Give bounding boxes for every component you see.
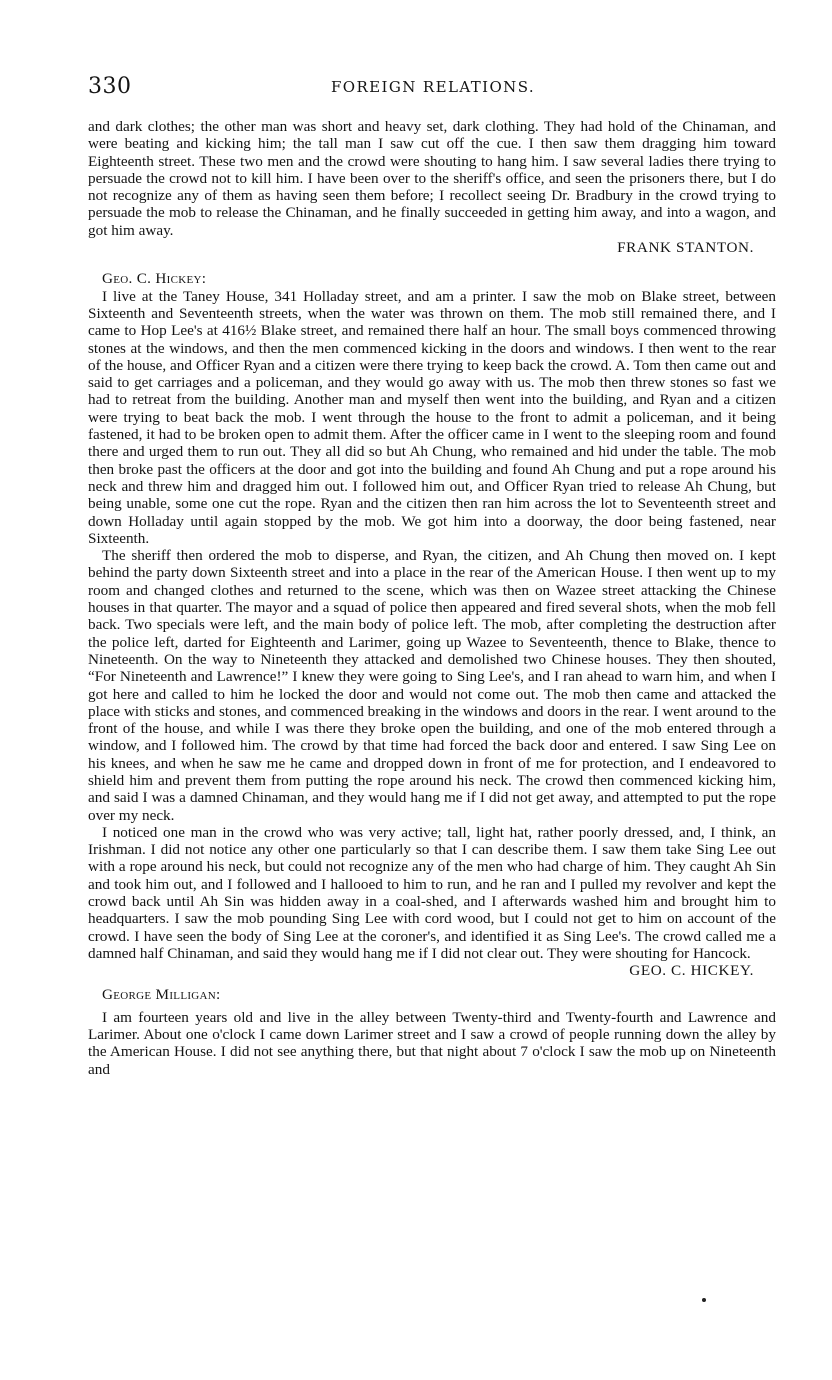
- running-head: FOREIGN RELATIONS.: [330, 78, 536, 96]
- hickey-testimony-paragraph: I live at the Taney House, 341 Holladay street, and am a printer. I saw the mob on Blake street, between Sixteenth and Seventeenth streets, when the water was thrown on them. The mob still remained there, and I came to Hop Lee's at 416½ Blake street, and remained there half an hour. The small boys commenced throwing stones at the windows, and then the men commenced kicking in the doors and windows. I then went to the rear of the house, and Officer Ryan and a citizen were there trying to keep back the crowd. A. Tom then came out and said to get carriages and a policeman, and they would go away with us. The mob then threw stones so fast we had to retreat from the building. Another man and myself then went into the building, and Ryan and a citizen were trying to beat back the mob. I went through the house to the front to admit a policeman, and it being fastened, it had to be broken open to admit them. After the officer came in I went to the sleeping room and found there and urged them to run out. They all did so but Ah Chung, who remained and hid under the table. The mob then broke past the officers at the door and got into the building and found Ah Chung and put a rope around his neck and threw him and dragged him out. I followed him out, and Officer Ryan tried to release Ah Chung, but being unable, some one cut the rope. Ryan and the citizen then ran him across the lot to Seventeenth street and down Holladay until again stopped by the mob. We got him into a doorway, the door being fastened, near Sixteenth.: [88, 287, 776, 547]
- hickey-speaker-heading: Geo. C. Hickey:: [102, 270, 207, 288]
- section-spacer: [88, 256, 776, 270]
- ink-speck: [702, 1298, 706, 1302]
- stanton-testimony-paragraph: and dark clothes; the other man was short and heavy set, dark clothing. They had hold of the Chinaman, and were beating and kicking him; the tall man I saw cut off the cue. I then saw them dragging him toward Eighteenth street. These two men and the crowd were shouting to hang him. I saw several ladies there trying to persuade the crowd not to kill him. I have been over to the sheriff's office, and seen the prisoners there, but I do not recognize any of them as having seen them before; I recollect seeing Dr. Bradbury in the crowd trying to persuade the mob to release the Chinaman, and he finally succeeded in getting him away, and into a wagon, and got him away.: [88, 118, 776, 239]
- page-number: 330: [88, 74, 132, 99]
- hickey-signature: GEO. C. HICKEY.: [629, 962, 754, 980]
- hickey-testimony-paragraph: The sheriff then ordered the mob to disperse, and Ryan, the citizen, and Ah Chung then moved on. I kept behind the party down Sixteenth street and into a place in the rear of the American House. I then went up to my room and changed clothes and returned to the scene, which was then on Wazee street attacking the Chinese houses in that quarter. The mayor and a squad of police then appeared and fired several shots, when the mob fell back. Two specials were left, and the main body of police left. The mob, after completing the destruction after the police left, darted for Eighteenth and Larimer, going up Wazee to Seventeenth, thence to Blake, thence to Nineteenth. On the way to Nineteenth they attacked and demolished two Chinese houses. They then shouted, “For Nineteenth and Lawrence!” I knew they were going to Sing Lee's, and I ran ahead to warn him, and when I got here and called to him he locked the door and would not come out. The mob then came and attacked the place with sticks and stones, and commenced breaking in the windows and doors in the rear. I went around to the front of the house, and while I was there they broke open the building, and one of the mob entered through a window, and I followed him. The crowd by that time had forced the back door and entered. I saw Sing Lee on his knees, and when he saw me he came and dropped down in front of me for protection, and I endeavored to shield him and prevent them from putting the rope around his neck. The crowd then commenced kicking him, and said I was a damned Chinaman, and they would hang me if I did not get away, and attempted to put the rope over my neck.: [88, 547, 776, 824]
- stanton-signature: FRANK STANTON.: [617, 239, 754, 257]
- milligan-testimony-paragraph: I am fourteen years old and live in the alley between Twenty-third and Twenty-fourth and Lawrence and Larimer. About one o'clock I came down Larimer street and I saw a crowd of people running down the alley by the American House. I did not see anything there, but that night about 7 o'clock I saw the mob up on Nineteenth and: [88, 1008, 776, 1078]
- body-text: [88, 118, 776, 1078]
- hickey-testimony-paragraph: I noticed one man in the crowd who was very active; tall, light hat, rather poorly dressed, and, I think, an Irishman. I did not notice any other one particularly so that I can describe them. I saw them take Sing Lee out with a rope around his neck, but could not recognize any of the men who had charge of him. They caught Ah Sin and took him out, and I followed and I hallooed to him to run, and he ran and I pulled my revolver and kept the crowd back until Ah Sin was hidden away in a coal-shed, and I afterwards washed him and brought him to headquarters. I saw the mob pounding Sing Lee with cord wood, but I could not get to him on account of the crowd. I have seen the body of Sing Lee at the coroner's, and identified it as Sing Lee's. The crowd called me a damned half Chinaman, and said they would hang me if I did not clear out. They were shouting for Hancock.: [88, 823, 776, 962]
- page-header: [88, 74, 778, 104]
- milligan-speaker-heading: George Milligan:: [102, 985, 221, 1003]
